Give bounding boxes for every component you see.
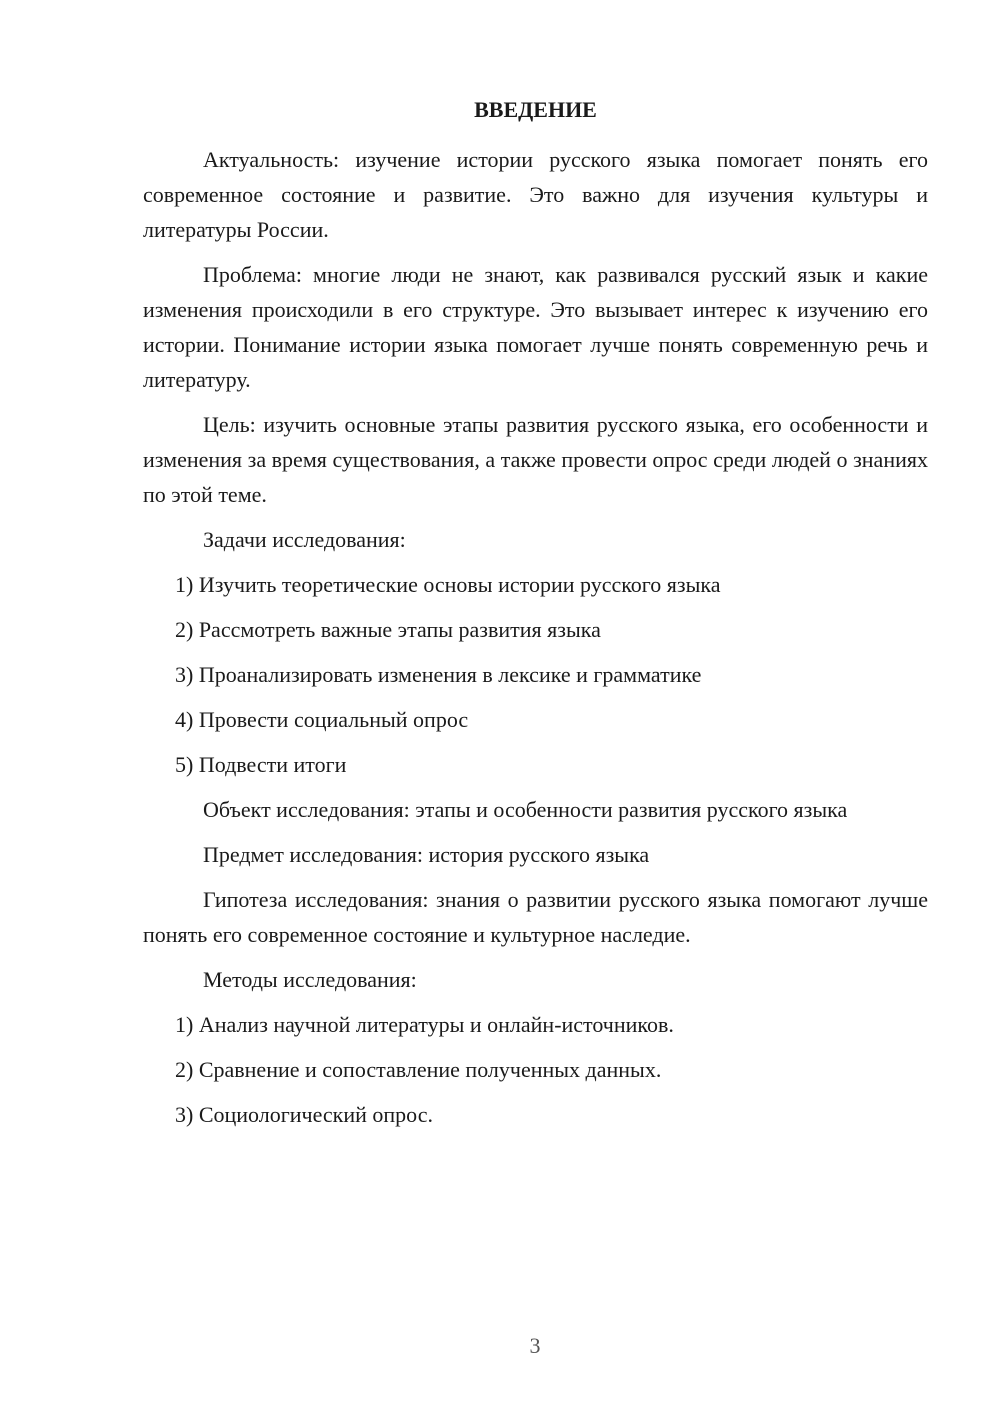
tasks-heading: Задачи исследования: <box>203 527 406 552</box>
task-item: 1) Изучить теоретические основы истории русского языка <box>175 572 721 597</box>
methods-list <box>143 1007 928 1132</box>
problem-paragraph: Проблема: многие люди не знают, как развивался русский язык и какие изменения происходили в его структуре. Это вызывает интерес к изучению его истории. Понимание истории языка помогает лучше понять современную речь и литературу. <box>143 262 928 392</box>
method-item: 3) Социологический опрос. <box>175 1102 433 1127</box>
task-item: 3) Проанализировать изменения в лексике и грамматике <box>175 662 702 687</box>
goal-paragraph: Цель: изучить основные этапы развития русского языка, его особенности и изменения за время существования, а также провести опрос среди людей о знаниях по этой теме. <box>143 412 928 507</box>
task-item: 5) Подвести итоги <box>175 752 347 777</box>
page-content <box>143 92 928 1142</box>
method-item: 1) Анализ научной литературы и онлайн-источников. <box>175 1012 674 1037</box>
page-title: ВВЕДЕНИЕ <box>474 97 597 122</box>
methods-heading: Методы исследования: <box>203 967 417 992</box>
object-paragraph: Объект исследования: этапы и особенности развития русского языка <box>203 797 848 822</box>
hypothesis-paragraph: Гипотеза исследования: знания о развитии русского языка помогают лучше понять его современное состояние и культурное наследие. <box>143 887 928 947</box>
task-item: 2) Рассмотреть важные этапы развития языка <box>175 617 601 642</box>
task-item: 4) Провести социальный опрос <box>175 707 469 732</box>
method-item: 2) Сравнение и сопоставление полученных данных. <box>175 1057 662 1082</box>
relevance-paragraph: Актуальность: изучение истории русского языка помогает понять его современное состояние и развитие. Это важно для изучения культуры и литературы России. <box>143 147 928 242</box>
subject-paragraph: Предмет исследования: история русского языка <box>203 842 650 867</box>
page-number: 3 <box>529 1333 541 1358</box>
tasks-list <box>143 567 928 782</box>
